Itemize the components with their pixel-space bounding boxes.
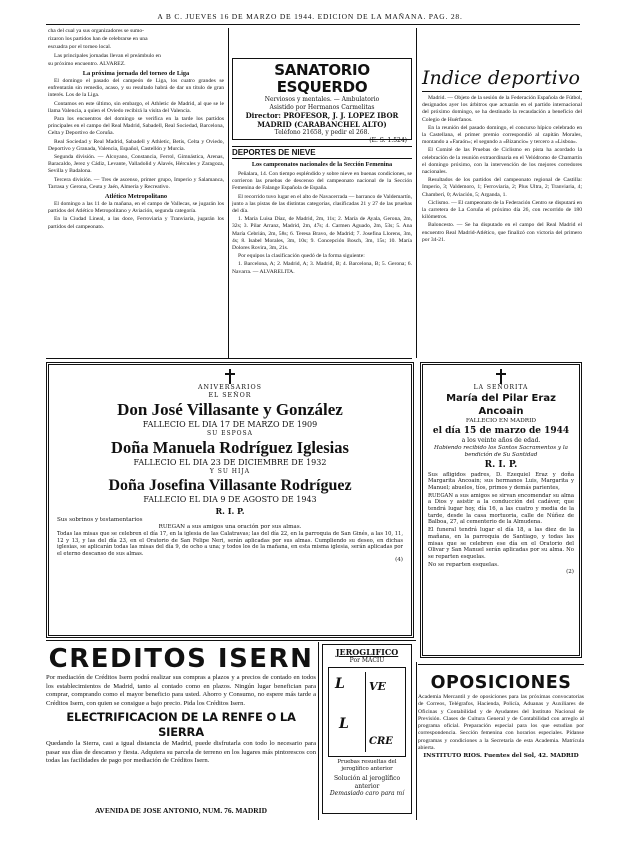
page-header: A B C. JUEVES 16 DE MARZO DE 1944. EDICION DE LA MAÑANA. PAG. 28. xyxy=(157,12,463,21)
esquela-ref: (4) xyxy=(395,557,403,564)
su-esposa-label: SU ESPOSA xyxy=(207,430,253,437)
paragraph: Ciclismo. — El campeonato de la Federación Centro se disputará en la carretera de La Coruña el próximo día 26, con recorrido de 180 kilómetros. xyxy=(422,199,582,221)
creditos-title: CREDITOS ISERN xyxy=(48,644,314,674)
deceased-name: María del Pilar Eraz Ancoain xyxy=(446,393,556,417)
section-rule xyxy=(46,358,412,359)
intro-line: su próximo encuentro. ALVAREZ. xyxy=(48,60,126,67)
puzzle-cell: VE xyxy=(369,680,386,693)
paragraph: En la reunión del pasado domingo, el concurso hípico celebrado en la Castellana, el primer premio correspondió al capitán Morales, montando a «Faraón»; el segundo a «Bizancio» y tercero a «Lisboa». xyxy=(422,124,582,146)
jeroglifico-puzzle xyxy=(328,667,406,757)
creditos-body-2: Quedando la Sierra, casi a igual distancia de Madrid, puede disfrutarla con todo lo necesario para pasar sus días de descanso y fiesta. Adquiera su parcela de terreno en los lugares más pintorescos con todas las facilidades de pago por mediación de Créditos Isern. xyxy=(46,740,316,764)
indice-column xyxy=(422,95,582,357)
name-3: Doña Josefina Villasante Rodríguez xyxy=(108,477,352,494)
column-rule xyxy=(416,28,417,358)
sanatorio-ref: (E. S. 1.524) xyxy=(369,136,407,144)
paragraph: Baloncesto. — Se ha disputado en el campo del Real Madrid el encuentro Real Madrid-Atlético, que finalizó con victoria del primero por 34-21. xyxy=(422,222,582,243)
puzzle-cell: L xyxy=(339,716,349,732)
age-line: a los veinte años de edad. xyxy=(461,436,541,444)
intro-line: escuadra por el torneo local. xyxy=(48,44,112,51)
column-rule xyxy=(318,642,319,820)
paragraph: Por equipos la clasificación quedó de la forma siguiente: xyxy=(238,253,365,260)
creditos-address: AVENIDA DE JOSE ANTONIO, NUM. 76. MADRID xyxy=(94,806,268,815)
puzzle-cell: L xyxy=(335,676,345,692)
family-text: Sus afligidos padres, D. Ezequiel Eraz y doña Margarita Ancoain; sus hermanos Luis, Margarita y Manuel; abuelos, tíos, primos y demás parientes, xyxy=(428,471,574,491)
ruegan-line: RUEGAN a sus amigos una oración por sus almas. xyxy=(158,524,302,530)
paragraph: El domingo a las 11 de la mañana, en el campo de Vallecas, se jugarán los partidos del Atlético Metropolitano y Aviación, segunda categoría. xyxy=(48,201,224,215)
died-2: FALLECIO EL DIA 23 DE DICIEMBRE DE 1932 xyxy=(133,458,327,467)
cross-icon xyxy=(496,369,506,384)
sanatorio-line: Nerviosos y mentales. — Ambulatorio xyxy=(264,96,380,103)
deportes-title: DEPORTES DE NIEVE xyxy=(232,146,412,159)
column-rule xyxy=(416,662,417,820)
esquela-villasante xyxy=(46,362,414,638)
paragraph: 1. Barcelona, A; 2. Madrid, A; 3. Madrid, B; 4. Barcelona, B; 5. Gerona; 6. Navarra. — ALVARELITA. xyxy=(232,261,412,275)
solution-text: Demasiado caro para mí xyxy=(329,790,405,797)
sanatorio-phone: Teléfono 21658, y pedir el 268. xyxy=(274,129,370,136)
paragraph: Madrid. — Objeto de la sesión de la Federación Española de Fútbol, designados ayer los árbitros que actuarán en el partido internacional del próximo domingo, se ha destinado la recaudación a beneficio del Colegio de Huérfanos. xyxy=(422,95,582,123)
rip-label: R. I. P. xyxy=(484,459,518,470)
creditos-body: Por mediación de Créditos Isern podrá realizar sus compras a plazos y a precios de contado en todos los establecimientos de Madrid, tanto al contado como en plazos. Ningún lugar benefician para comprar, comprando como el mayor beneficio para usted. Ahorro y Consumo, no espere más tarde a Créditos Isern, con quien se consigue a bajo precio. Pida los Créditos Isern. xyxy=(46,674,316,707)
sanatorio-location: MADRID (CARABANCHEL ALTO) xyxy=(257,120,387,129)
puzzle-divider xyxy=(365,672,366,752)
header-rule xyxy=(46,24,580,25)
anniversary-label: ANIVERSARIOS xyxy=(198,384,262,391)
creditos-ad xyxy=(46,644,316,804)
footer-line: No se reparten esquelas. xyxy=(428,561,499,568)
jeroglifico-box xyxy=(322,644,412,814)
paragraph: Segunda división. — Alcoyano, Constancia, Ferrol, Gimnástica, Arenas, Baracaldo, Jerez y Cádiz, Levante, Valladolid y Alavés, Hércules y Zaragoza, Sevilla y Badalona. xyxy=(48,154,224,175)
paragraph: Contamos en este último, sin embargo, el Athletic de Madrid, al que se le llama Valencia, a quien el Oviedo recibirá la visita del Valencia. xyxy=(48,100,224,114)
oposiciones-contact: INSTITUTO RIOS. Fuentes del Sol, 42. MADRID xyxy=(423,753,579,760)
cross-icon xyxy=(225,369,235,384)
paragraph: 1. María Luisa Díaz, de Madrid, 2m, 11s; 2. María de Ayala, Gerona, 2m, 32s; 3. Pilar Arranz, Madrid, 2m, 47s; 4. Carmen Aguado, 2m, 53s; 5. Ana María Cebrián, 2m, 58s; 6. Teresa Bravo, de Madrid; 7. Josefina Llorens, 3m, 4s; 8. Isabel Morales, 3m, 10s; 9. Concepción Bosch, 3m, 15s; 10. María Dolores Rovira, 3m, 21s. xyxy=(232,216,412,252)
name-1: Don José Villasante y González xyxy=(117,400,343,419)
solution-title: Solución al jeroglífico anterior xyxy=(333,775,401,790)
esquela-ref: (2) xyxy=(566,568,574,575)
paragraph: Tercera división. — Tres de ascenso, primer grupo, Imperio y Salamanca, Tarrasa y Gerona, Ceuta y Jaén, Almería y Recreativo. xyxy=(48,176,224,190)
paragraph: Resultados de los partidos del campeonato regional de Castilla: Imperio, 3; Valdemoro, 1; Ferroviaria, 2; Plus Ultra, 2; Tranviaria, 4; Chamberí, 0; Aviación, 5; Arganda, 1. xyxy=(422,177,582,198)
oposiciones-title: OPOSICIONES xyxy=(430,673,572,693)
section-heading: La próxima jornada del torneo de Liga xyxy=(82,70,190,78)
creditos-subtitle: ELECTRIFICACION DE LA RENFE O LA SIERRA xyxy=(66,710,296,739)
death-date: el día 15 de marzo de 1944 xyxy=(432,425,570,436)
paragraph: En la Ciudad Lineal, a las doce, Ferroviaria y Tranviaria, jugarán los partidos del campeonato. xyxy=(48,216,224,230)
died-1: FALLECIO EL DIA 17 DE MARZO DE 1909 xyxy=(142,420,318,429)
jeroglifico-author: Por MACIU xyxy=(349,657,385,664)
paragraph: El Comité de las Pruebas de Ciclismo en pista ha acordado la celebración de la reunión extraordinaria en el Velódromo de Chamartín el domingo próximo, con la intervención de los mejores corredores nacionales. xyxy=(422,147,582,176)
intro-line: Las principales jornadas llevan el preámbulo en xyxy=(54,52,161,59)
sacraments-line: Habiendo recibido los Santos Sacramentos y la bendición de Su Santidad xyxy=(434,444,568,458)
section-rule xyxy=(46,640,416,641)
la-senorita-label: LA SEÑORITA xyxy=(473,384,529,391)
deportes-column xyxy=(232,146,412,356)
masses-text: Todas las misas que se celebren el día 17, en la iglesia de las Calatravas; las del día 22, en la parroquia de San Ginés, a las 10, 11, 12 y 13, y las del día 23, en el Oratorio de San Felipe Neri, serán aplicadas por sus almas. Cumpliendo su deseo, en dichas iglesias, se aplicarán todas las misas del día 9, de ocho a una; y todos los de la mañana, en esta misma iglesia, serán aplicadas por el eterno descanso de sus almas. xyxy=(57,531,403,557)
name-2: Doña Manuela Rodríguez Iglesias xyxy=(111,438,349,457)
family-line: Sus sobrinos y testamentarios xyxy=(57,517,143,523)
oposiciones-ad xyxy=(418,672,584,822)
intro-line: cha del cual ya sus organizadores se sumo- xyxy=(48,28,145,34)
jeroglifico-title: JEROGLIFICO xyxy=(335,647,399,657)
jeroglifico-caption: Pruebas resueltas del jeroglífico anterior xyxy=(337,759,397,772)
intro-line: rizaron los partidos han de celebrarse en una xyxy=(48,36,148,43)
section-heading: Atlético Metropolitano xyxy=(104,193,168,201)
indice-title: Indice deportivo xyxy=(422,66,582,92)
ruegan-text: RUEGAN a sus amigos se sirvan encomendar su alma a Dios y asistir a la conducción del cadáver, que tendrá lugar hoy, día 16, a las cuatro y media de la tarde, desde la casa mortuoria, calle de Núñez de Balboa, 27, al cementerio de la Almudena. xyxy=(428,492,574,526)
section-rule xyxy=(418,664,584,665)
sanatorio-ad xyxy=(232,58,412,144)
sanatorio-director: Director: PROFESOR, J. J. LOPEZ IBOR xyxy=(245,111,399,120)
paragraph: Para los encuentros del domingo se verifica en la tarde los partidos principales en el campo del Real Madrid, Sabadell, Real Sociedad, Barcelona, Celta y Deportivo de Coruña. xyxy=(48,116,224,137)
paragraph: Real Sociedad y Real Madrid, Sabadell y Athletic, Betis, Celta y Oviedo, Deportivo y Granada, Valencia, Español, Castellón y Murcia. xyxy=(48,138,224,152)
puzzle-cell: CRE xyxy=(369,736,393,747)
paragraph: Peñalara, 14. Con tiempo espléndido y sobre nieve en buenas condiciones, se corrieron las pruebas de descenso del campeonato nacional de la Sección Femenina de Falange Española de España. xyxy=(232,171,412,192)
left-column xyxy=(48,28,224,353)
column-rule xyxy=(228,28,229,358)
died-label: FALLECIO EN MADRID xyxy=(465,418,537,424)
esquela-eraz xyxy=(420,362,582,658)
rip-label: R. I. P. xyxy=(215,506,245,516)
sanatorio-title: SANATORIO ESQUERDO xyxy=(274,61,370,96)
paragraph: El domingo el pasado del campeón de Liga, los cuatro grandes se enfrentarán sin remedio, acaso, y su resultado habrá de dar un título de gran interés. Los de la Liga. xyxy=(48,78,224,99)
deportes-headline: Los campeonatos nacionales de la Sección Femenina xyxy=(251,161,393,168)
oposiciones-body: Academia Mercantil y de oposiciones para las próximas convocatorias de Correos, Telégrafos, Hacienda, Policía, Aduanas y Auxiliares de Oficinas y Contabilidad y de Ayudantes del Instituto Nacional de Previsión. Clases de Cultura General y de Contabilidad con arreglo al programa oficial. Preparación especial para los que estudian por correspondencia. Sección femenina con horarios especiales. Pídanse programas y condiciones a la Secretaría de esta Academia. Matrícula abierta. xyxy=(418,694,584,752)
el-senor-label: EL SEÑOR xyxy=(208,392,252,399)
funeral-text: El funeral tendrá lugar el día 18, a las diez de la mañana, en la parroquia de Santiago, y todas las misas que se celebren ese día en el Oratorio del Olivar y San Manuel serán aplicadas por su alma. No se reparten esquelas. xyxy=(428,527,574,560)
died-3: FALLECIO EL DIA 9 DE AGOSTO DE 1943 xyxy=(143,495,317,504)
sanatorio-line: Asistido por Hermanos Carmelitas xyxy=(269,103,375,111)
paragraph: El recorrido tuvo lugar en el alto de Navacerrada — barranco de Valdemartín, junto a las pistas de las distintas categorías, clasificadas 21 y 27 de las pruebas del día. xyxy=(232,193,412,215)
y-su-hija-label: Y SU HIJA xyxy=(209,468,251,475)
